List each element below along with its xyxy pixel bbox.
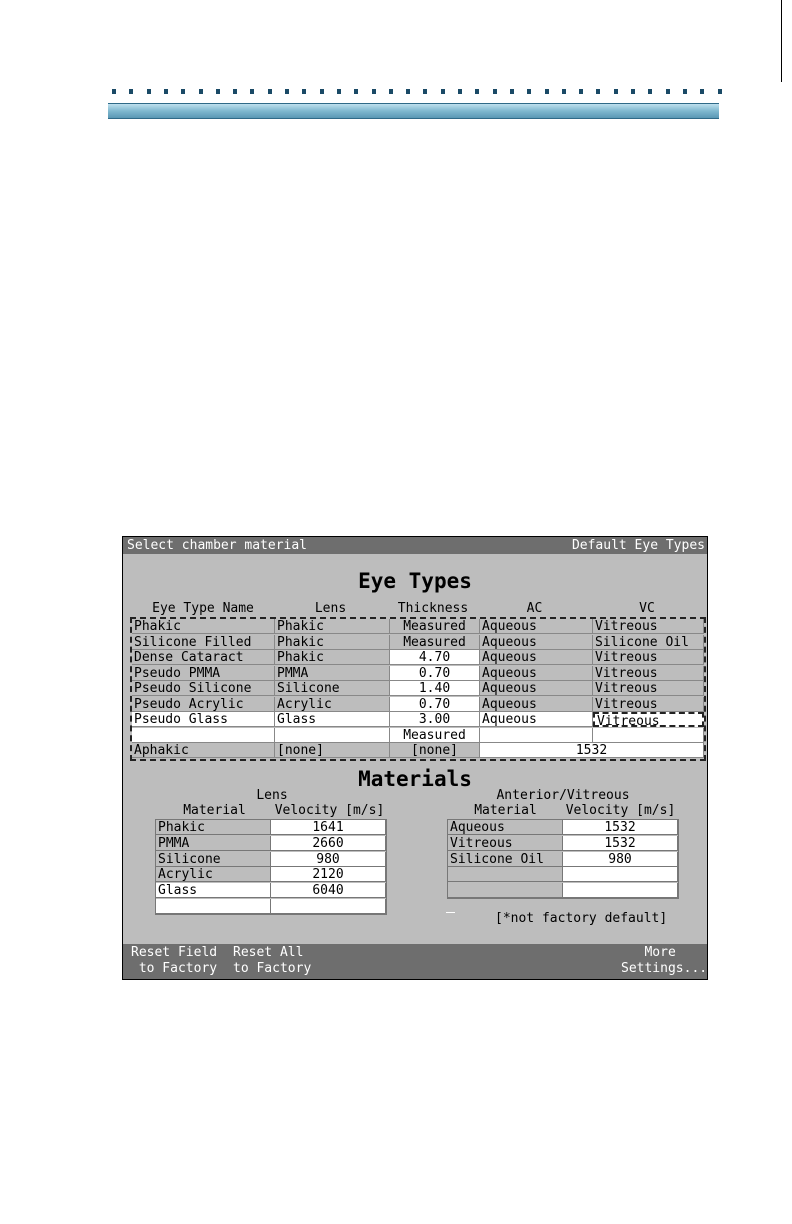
screen-name: Default Eye Types [571, 538, 705, 553]
aphakic-cell-lens[interactable]: [none] [275, 743, 390, 758]
material-velocity-cell[interactable]: 1532 [563, 836, 678, 851]
eye-type-cell-vc[interactable]: Vitreous [593, 666, 704, 681]
reset-field-button[interactable]: Reset Field to Factory [131, 945, 218, 976]
decorative-dot [389, 89, 393, 94]
eye-type-cell-name[interactable]: Phakic [132, 619, 275, 634]
eye-type-cell-lens[interactable]: Phakic [275, 619, 390, 634]
decorative-dot [614, 89, 618, 94]
eye-type-row[interactable] [132, 619, 704, 634]
decorative-dot [423, 89, 427, 94]
eye-type-cell-lens[interactable] [275, 728, 390, 743]
eye-type-cell-name[interactable]: Pseudo PMMA [132, 666, 275, 681]
material-name-cell[interactable]: Vitreous [448, 836, 563, 851]
material-velocity-cell[interactable]: 1641 [271, 820, 386, 835]
eye-type-cell-thickness[interactable]: 0.70 [390, 697, 480, 712]
page-edge-mark [781, 0, 782, 82]
decorative-dot [250, 89, 254, 94]
eye-type-cell-lens[interactable]: PMMA [275, 666, 390, 681]
eye-type-cell-ac[interactable]: Aqueous [480, 681, 593, 696]
decorative-dot [302, 89, 306, 94]
lens-materials-table [155, 819, 387, 915]
decorative-dot [129, 89, 133, 94]
decorative-dot [199, 89, 203, 94]
eye-type-row[interactable] [132, 712, 704, 727]
decorative-dot [458, 89, 462, 94]
chamber-materials-title: Anterior/Vitreous [496, 788, 630, 803]
eye-type-row[interactable] [132, 650, 704, 665]
eye-type-cell-name[interactable] [132, 728, 275, 743]
material-velocity-cell[interactable]: 980 [563, 852, 678, 867]
decorative-dots [108, 89, 718, 97]
eye-type-cell-thickness[interactable]: Measured [390, 728, 480, 743]
col-lens: Lens [314, 601, 347, 616]
decorative-dot [493, 89, 497, 94]
decorative-dot [648, 89, 652, 94]
aphakic-cell-velocity[interactable]: 1532 [480, 743, 704, 758]
eye-type-cell-thickness[interactable]: 1.40 [390, 681, 480, 696]
eye-type-cell-ac[interactable]: Aqueous [480, 635, 593, 650]
decorative-dot [666, 89, 670, 94]
material-name-cell[interactable]: Silicone [156, 852, 271, 867]
decorative-dot [164, 89, 168, 94]
decorative-dot [268, 89, 272, 94]
eye-type-cell-lens[interactable]: Phakic [275, 650, 390, 665]
lens-materials-title: Lens [256, 788, 288, 803]
eye-type-cell-vc[interactable]: Vitreous [593, 650, 704, 665]
decorative-dot [562, 89, 566, 94]
eye-types-heading: Eye Types [358, 569, 472, 593]
col-thickness: Thickness [397, 601, 469, 616]
eye-type-cell-ac[interactable] [480, 728, 593, 743]
material-velocity-cell[interactable]: 2120 [271, 867, 386, 882]
eye-type-cell-vc[interactable]: Vitreous [593, 681, 704, 696]
eye-type-cell-lens[interactable]: Acrylic [275, 697, 390, 712]
material-name-cell[interactable] [448, 867, 563, 882]
decorative-dot [579, 89, 583, 94]
eye-type-row[interactable] [132, 697, 704, 712]
lens-col-velocity: Velocity [m/s] [274, 803, 385, 818]
eye-type-row-aphakic[interactable] [132, 743, 704, 758]
material-velocity-cell[interactable] [563, 883, 678, 898]
col-eye-type-name: Eye Type Name [152, 601, 254, 616]
eye-type-cell-thickness[interactable]: Measured [390, 619, 480, 634]
decorative-dot [320, 89, 324, 94]
factory-default-note: [*not factory default] [495, 911, 668, 926]
material-velocity-cell[interactable]: 1532 [563, 820, 678, 835]
decorative-dot [510, 89, 514, 94]
decorative-dot [545, 89, 549, 94]
eye-type-cell-ac[interactable]: Aqueous [480, 712, 593, 727]
decorative-dot [718, 89, 722, 94]
material-velocity-cell[interactable]: 2660 [271, 836, 386, 851]
decorative-dot [700, 89, 704, 94]
eye-type-row[interactable] [132, 635, 704, 650]
decorative-dot [233, 89, 237, 94]
title-bar [123, 537, 707, 554]
softkey-bar [123, 944, 707, 979]
decorative-dot [216, 89, 220, 94]
decorative-dot [181, 89, 185, 94]
decorative-dot [475, 89, 479, 94]
eye-type-cell-lens[interactable]: Silicone [275, 681, 390, 696]
material-name-cell[interactable]: Aqueous [448, 820, 563, 835]
material-velocity-cell[interactable] [271, 899, 386, 914]
eye-type-cell-vc[interactable]: Vitreous [593, 712, 704, 727]
decorative-dot [285, 89, 289, 94]
eye-type-cell-name[interactable]: Pseudo Acrylic [132, 697, 275, 712]
materials-heading: Materials [358, 767, 472, 791]
eye-type-cell-vc[interactable]: Vitreous [593, 697, 704, 712]
decorative-dot [527, 89, 531, 94]
aphakic-cell-thickness[interactable]: [none] [390, 743, 480, 758]
eye-type-cell-name[interactable]: Pseudo Silicone [132, 681, 275, 696]
text-cursor [446, 912, 455, 913]
prompt-text: Select chamber material [127, 538, 308, 553]
material-velocity-cell[interactable]: 6040 [271, 883, 386, 898]
eye-type-cell-name[interactable]: Dense Cataract [132, 650, 275, 665]
eye-type-cell-thickness[interactable]: 3.00 [390, 712, 480, 727]
decorative-dot [596, 89, 600, 94]
material-name-cell[interactable]: PMMA [156, 836, 271, 851]
eye-type-cell-ac[interactable]: Aqueous [480, 666, 593, 681]
eye-type-cell-ac[interactable]: Aqueous [480, 697, 593, 712]
decorative-dot [337, 89, 341, 94]
material-name-cell[interactable]: Silicone Oil [448, 852, 563, 867]
eye-type-cell-thickness[interactable]: 4.70 [390, 650, 480, 665]
eye-type-cell-lens[interactable]: Glass [275, 712, 390, 727]
material-velocity-cell[interactable] [563, 867, 678, 882]
eye-type-row[interactable] [132, 728, 704, 743]
material-velocity-cell[interactable]: 980 [271, 852, 386, 867]
material-name-cell[interactable] [448, 883, 563, 898]
aphakic-cell-name[interactable]: Aphakic [132, 743, 275, 758]
col-ac: AC [526, 601, 543, 616]
decorative-dot [354, 89, 358, 94]
eye-type-row[interactable] [132, 681, 704, 696]
decorative-dot [372, 89, 376, 94]
lens-col-material: Material [183, 803, 246, 818]
decorative-dot [441, 89, 445, 94]
eye-type-cell-thickness[interactable]: Measured [390, 635, 480, 650]
decorative-header-bar [108, 103, 719, 119]
material-name-cell[interactable]: Phakic [156, 820, 271, 835]
eye-types-table [130, 617, 706, 761]
eye-type-cell-vc[interactable]: Silicone Oil [593, 635, 704, 650]
eye-type-cell-lens[interactable]: Phakic [275, 635, 390, 650]
material-name-cell[interactable]: Glass [156, 883, 271, 898]
more-settings-button[interactable]: More Settings... [621, 945, 708, 976]
material-name-cell[interactable]: Acrylic [156, 867, 271, 882]
eye-type-cell-thickness[interactable]: 0.70 [390, 666, 480, 681]
eye-type-cell-ac[interactable]: Aqueous [480, 619, 593, 634]
decorative-dot [406, 89, 410, 94]
eye-type-row[interactable] [132, 666, 704, 681]
eye-type-cell-name[interactable]: Pseudo Glass [132, 712, 275, 727]
chamber-col-velocity: Velocity [m/s] [565, 803, 676, 818]
device-screen [122, 536, 708, 980]
eye-type-cell-vc[interactable] [593, 728, 704, 743]
material-name-cell[interactable] [156, 899, 271, 914]
eye-type-cell-name[interactable]: Silicone Filled [132, 635, 275, 650]
chamber-materials-table [447, 819, 679, 899]
decorative-dot [112, 89, 116, 94]
decorative-dot [683, 89, 687, 94]
col-vc: VC [639, 601, 655, 616]
eye-type-cell-vc[interactable]: Vitreous [593, 619, 704, 634]
chamber-col-material: Material [474, 803, 537, 818]
decorative-dot [147, 89, 151, 94]
reset-all-button[interactable]: Reset All to Factory [233, 945, 312, 976]
decorative-dot [631, 89, 635, 94]
eye-type-cell-ac[interactable]: Aqueous [480, 650, 593, 665]
